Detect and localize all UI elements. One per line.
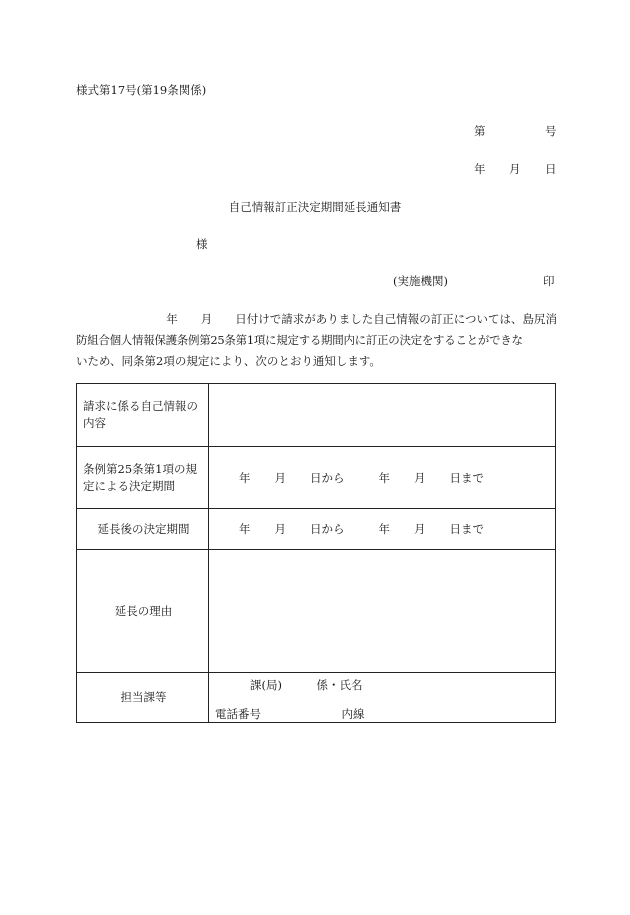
extended-period-value (209, 509, 556, 550)
requested-info-label: 請求に係る自己情報の内容 (77, 384, 209, 447)
body-line-1-text: 日付けで請求がありました自己情報の訂正については、島尻消 (235, 312, 557, 326)
contact-section-line: 課(局) 係・氏名 (250, 678, 363, 692)
extension-reason-label: 延長の理由 (77, 550, 209, 673)
notice-body (76, 309, 557, 372)
document-number-suffix: 号 (545, 124, 557, 138)
table-row (77, 509, 556, 550)
body-line-1 (76, 309, 557, 330)
period-to-year: 年 (378, 470, 390, 485)
period-from-month: 月 (274, 470, 286, 485)
document-number-prefix: 第 (474, 124, 486, 138)
period-to-day: 日まで (449, 470, 484, 485)
contact-phone-line: 電話番号 内線 (215, 707, 365, 721)
seal-mark: 印 (543, 274, 555, 288)
date-year-label: 年 (474, 162, 486, 176)
ext-to-day: 日まで (449, 522, 484, 536)
period-to-month: 月 (414, 470, 426, 485)
original-period-value (209, 447, 556, 509)
table-row (77, 384, 556, 447)
table-row (77, 550, 556, 673)
form-number: 様式第17号(第19条関係) (76, 83, 207, 97)
extension-reason-value (209, 550, 556, 673)
ext-from-month: 月 (274, 522, 286, 536)
period-from-day: 日から (310, 470, 345, 485)
date-day-label: 日 (545, 162, 557, 176)
table-row (77, 673, 556, 723)
ext-to-month: 月 (414, 522, 426, 536)
ext-from-day: 日から (310, 522, 345, 536)
addressee-suffix: 様 (196, 237, 208, 251)
ext-to-year: 年 (378, 522, 390, 536)
body-year: 年 (166, 312, 178, 326)
original-period-label: 条例第25条第1項の規定による決定期間 (77, 447, 209, 509)
contact-department-label: 担当課等 (77, 673, 209, 723)
period-from-year: 年 (239, 470, 251, 485)
extended-period-label: 延長後の決定期間 (77, 509, 209, 550)
body-line-2: 防組合個人情報保護条例第25条第1項に規定する期間内に訂正の決定をすることができな (76, 333, 523, 347)
notice-form-table (76, 383, 556, 723)
agency-label: (実施機関) (393, 274, 448, 288)
body-month: 月 (200, 312, 213, 326)
contact-department-value (209, 673, 556, 723)
body-line-3: いため、同条第2項の規定により、次のとおり通知します。 (76, 354, 381, 368)
date-month-label: 月 (509, 162, 521, 176)
ext-from-year: 年 (239, 522, 251, 536)
document-title: 自己情報訂正決定期間延長通知書 (228, 200, 402, 214)
requested-info-value (209, 384, 556, 447)
table-row (77, 447, 556, 509)
